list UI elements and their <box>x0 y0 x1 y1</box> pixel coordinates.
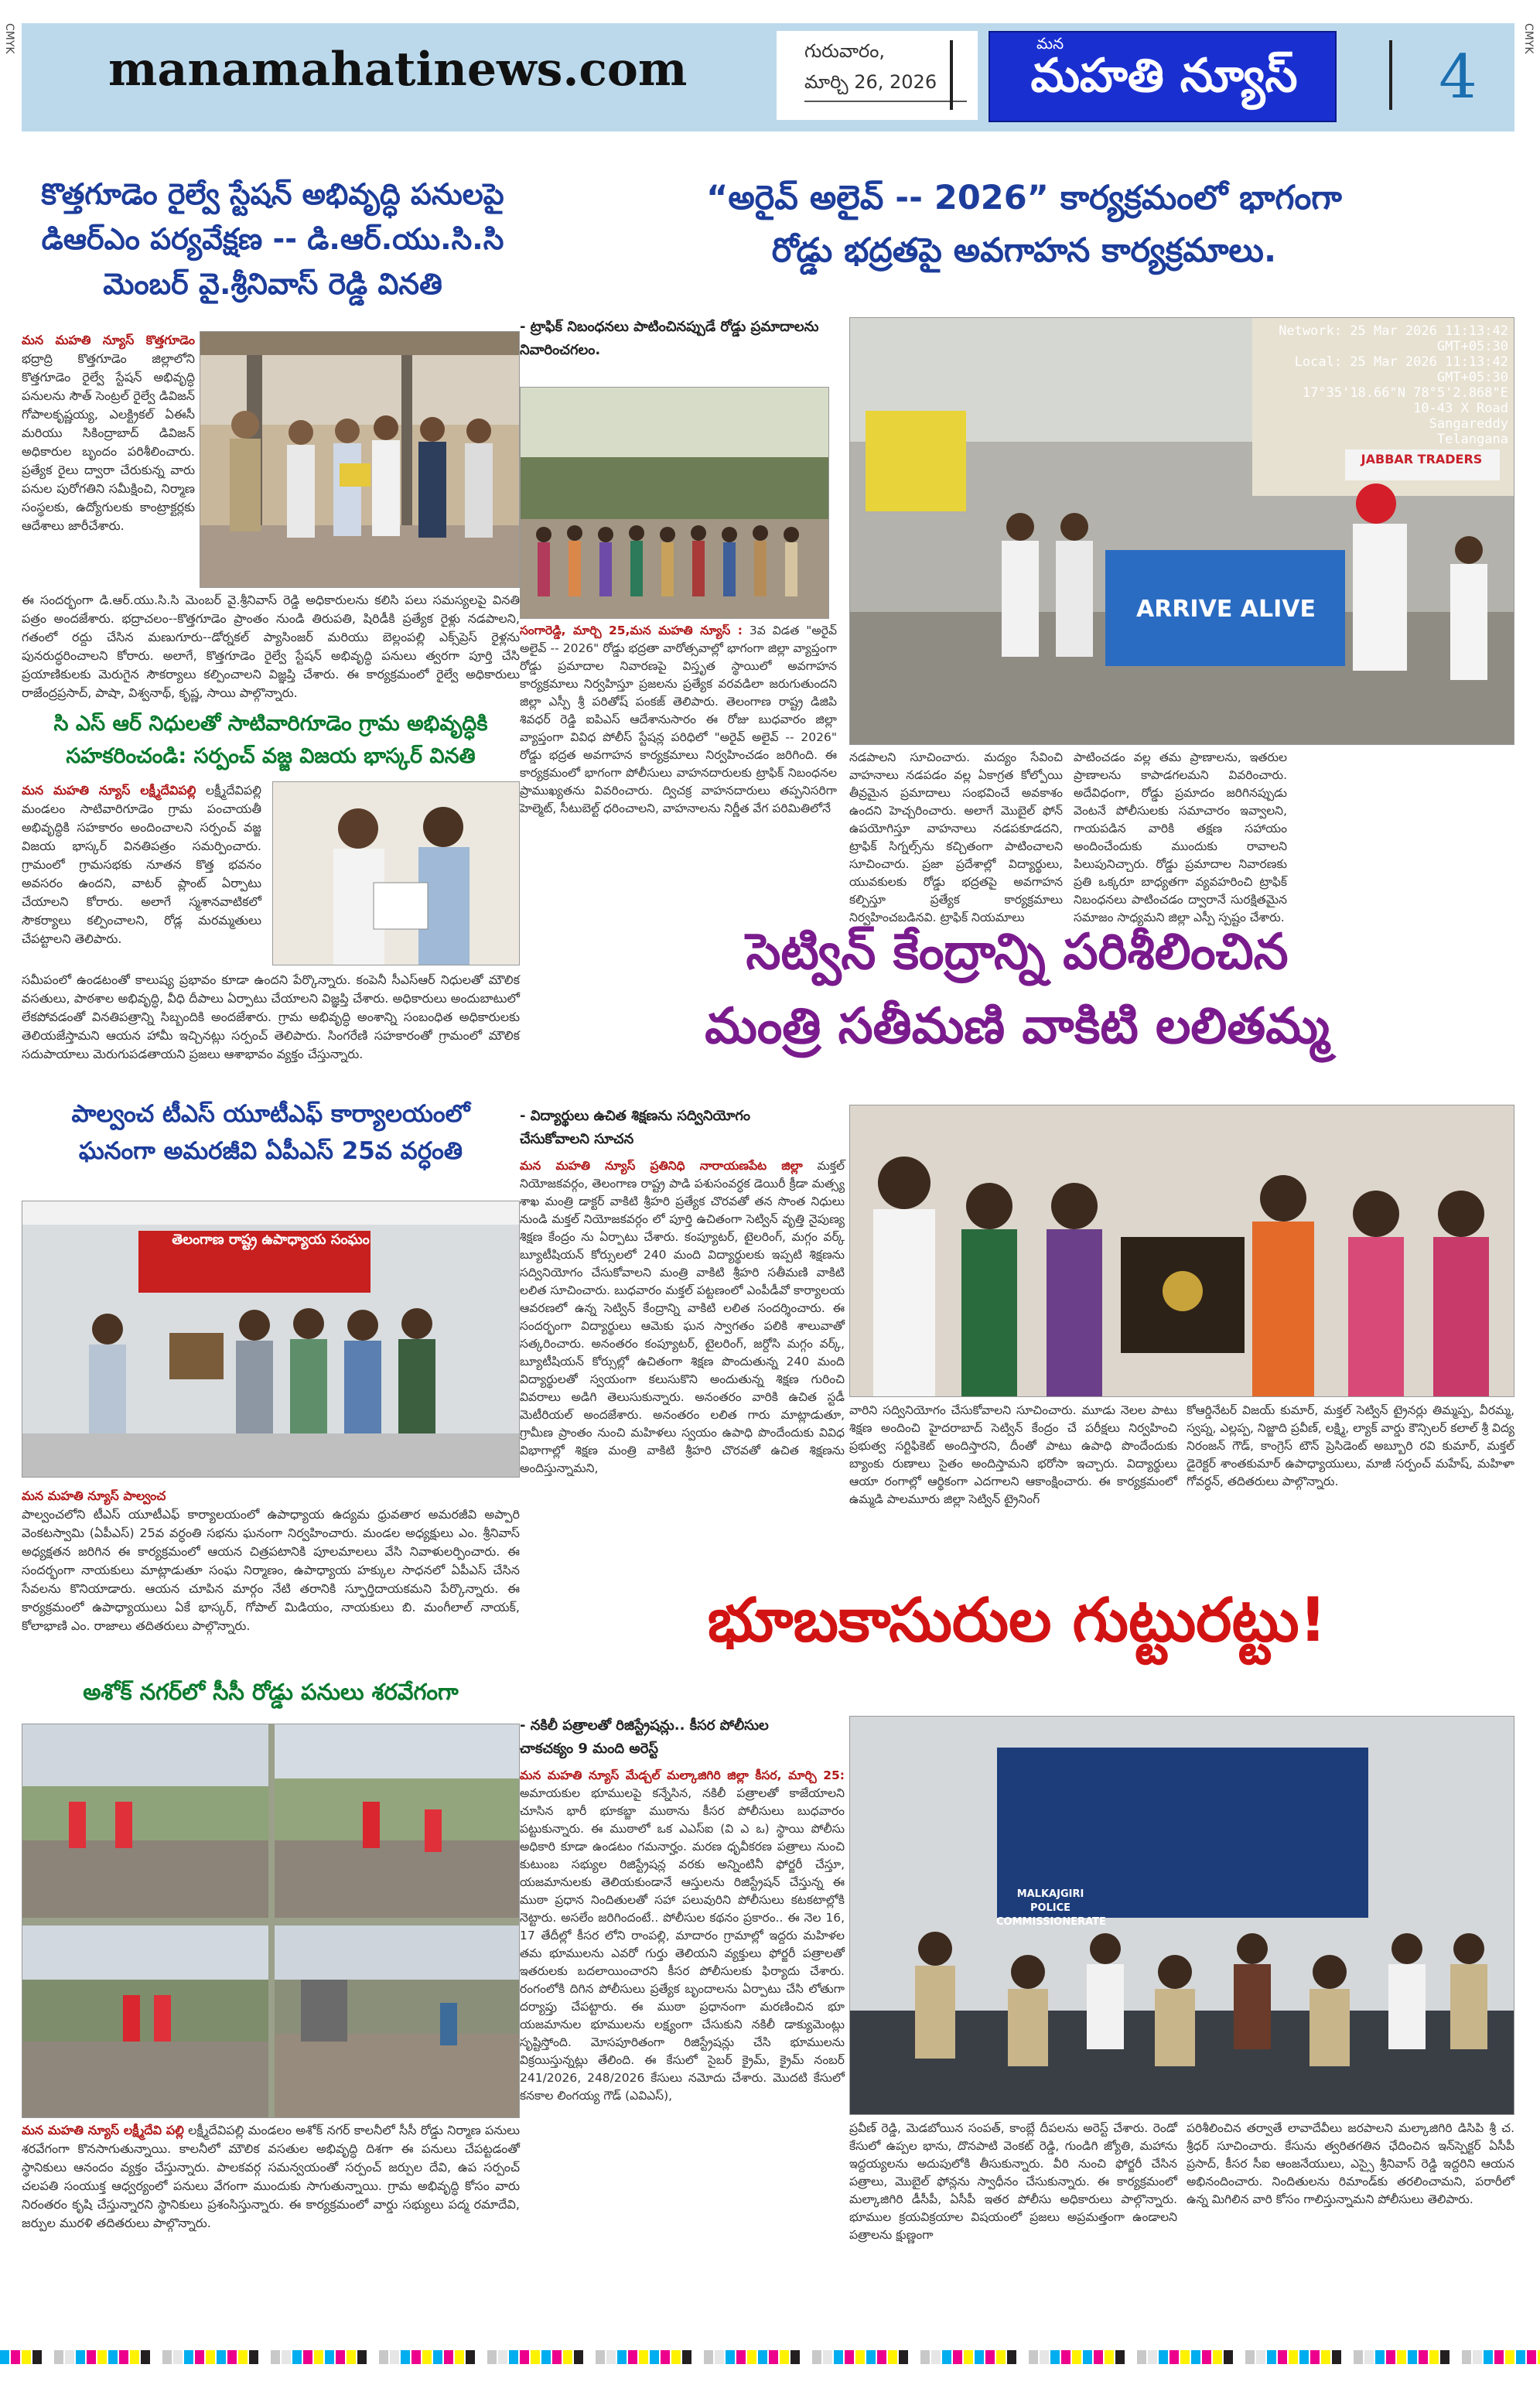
article-text: భద్రాద్రి కొత్తగూడెం జిల్లాలోని కొత్తగూడెం రైల్వే స్టేషన్ అభివృద్ధి పనులను సౌత్ సెంట్రల్ రైల్వే డివిజన్ గోపాలకృష్ణయ్య, ఎలక్ట్రికల్ ఏఈసీ మరియు సికింద్రాబాద్ డివిజన్ అధికారుల బృందం పరిశీలించారు. ప్రత్యేక రైలు ద్వారా చేరుకున్న వారు పనుల పురోగతిని సమీక్షించి, నిర్మాణ సంస్థలకు, ఉద్యోగులకు కాంట్రాక్టర్లకు ఆదేశాలు జారీచేశారు. <box>22 351 195 533</box>
dateline: మన మహతి న్యూస్ పాల్వంచ <box>22 1488 166 1503</box>
registration-swatch <box>433 2350 442 2364</box>
headline-line: సహకరించండి: సర్పంచ్ వజ్జ విజయ భాస్కర్ వినతి <box>66 744 476 768</box>
subhead-line: - విద్యార్థులు ఉచిత శిక్షణను సద్వినియోగం <box>520 1108 751 1124</box>
arrive-alive-body-col3: పాటించడం వల్ల తమ ప్రాణాలను, ఇతరుల ప్రాణాలను కాపాడగలమని వివరించారు. అదేవిధంగా, రోడ్డు ప్రమాదం జరిగినప్పుడు వెంటనే పోలీసులకు సమాచారం ఇవ్వాలని, గాయపడిన వారికి తక్షణ సహాయం అందించేందుకు ముందుకు రావాలని పిలుపునిచ్చారు. రోడ్డు ప్రమాదాల నివారణకు ప్రతి ఒక్కరూ బాధ్యతగా వ్యవహరించి ట్రాఫిక్ నిబంధనలు పాటించడం ద్వారానే సురక్షితమైన సమాజం సాధ్యమని జిల్లా ఎస్పీ స్పష్టం చేశారు. <box>1074 750 1287 924</box>
registration-swatch <box>1072 2350 1081 2364</box>
registration-swatch <box>1332 2350 1341 2364</box>
gps-line: Sangareddy <box>1429 416 1508 432</box>
registration-swatch <box>1299 2350 1309 2364</box>
registration-swatch <box>1451 2350 1460 2364</box>
setwin-subhead <box>520 1105 845 1151</box>
registration-swatch <box>466 2350 475 2364</box>
registration-swatch <box>1191 2350 1200 2364</box>
article-text: లక్ష్మీదేవిపల్లి మండలం సాటివారిగూడెం గ్రామ పంచాయతీ అభివృద్ధికి సహకారం అందించాలని సర్పంచ్ వజ్జ విజయ భాస్కర్ వినతిపత్రం సమర్పించారు. గ్రామంలో గ్రామసభకు నూతన కొత్త భవనం అవసరం ఉందని, వాటర్ ప్లాంట్ ఏర్పాటు చేయాలని కోరారు. అలాగే స్మశానవాటికలో సౌకర్యాలు కల్పించాలని, రోడ్ల మరమ్మతులు చేపట్టాలని తెలిపారు. <box>22 783 261 946</box>
arrive-alive-body-col1 <box>520 622 837 818</box>
registration-swatch <box>585 2350 594 2364</box>
railway-photo-image <box>200 332 520 588</box>
shop-sign: JABBAR TRADERS <box>1361 452 1483 466</box>
registration-swatch <box>1310 2350 1320 2364</box>
land-grab-body-col2: ప్రవీణ్ రెడ్డి, మెడబోయిన సంపత్, కాంబ్లే దీపలను అరెస్ట్ చేశారు. రెండో కేసులో ఉప్పల భాను, దొనపాటి వెంకట్ రెడ్డి, గుండిగి జ్యోతి, మహాను ఇద్దయ్యలను అదుపులోకి తీసుకున్నారు. వీరి నుంచి ఫోర్జరీ చేసిన పత్రాలు, మొబైల్ ఫోన్లను స్వాధీనం చేసుకున్నారు. ఈ కార్యక్రమంలో మల్కాజిగిరి డీసీపీ, ఏసీపీ ఇతర పోలీసు అధికారులు పాల్గొన్నారు. భూముల క్రయవిక్రయాల విషయంలో ప్రజలు అప్రమత్తంగా ఉండాలని పత్రాలను క్షుణ్ణంగా <box>849 2121 1177 2242</box>
registration-swatch <box>1494 2350 1504 2364</box>
land-grab-body-col1 <box>520 1767 845 2105</box>
registration-swatch <box>11 2350 20 2364</box>
registration-swatch <box>790 2350 800 2364</box>
registration-swatch <box>780 2350 789 2364</box>
registration-swatch <box>1029 2350 1038 2364</box>
registration-swatch <box>1516 2350 1525 2364</box>
registration-swatch <box>152 2350 161 2364</box>
page-number: 4 <box>1439 43 1477 112</box>
registration-swatch <box>1429 2350 1439 2364</box>
registration-swatch <box>855 2350 865 2364</box>
divider <box>1389 40 1392 110</box>
registration-swatch <box>54 2350 63 2364</box>
registration-swatch <box>22 2350 31 2364</box>
article-text: లక్ష్మీదేవిపల్లి మండలం అశోక్ నగర్ కాలనీలో సీసీ రోడ్డు నిర్మాణ పనులు శరవేగంగా కొనసాగుతున్నాయి. కాలనీలో మౌలిక వసతుల అభివృద్ధి దిశగా ఈ పనులు చేపట్టడంతో స్థానికులు ఆనందం వ్యక్తం చేస్తున్నారు. పాలకవర్గ సమన్వయంతో సర్పంచ్ జర్పుల దేవి, ఉప సర్పంచ్ చలపతి సంయుక్త ఆధ్వర్యంలో పనులు వేగంగా ముందుకు సాగుతున్నాయి. గ్రామ అభివృద్ధి కోసం వారు నిరంతరం కృషి చేస్తున్నారని స్థానికులు ప్రశంసిస్తున్నారు. ఈ కార్యక్రమంలో వార్డు సభ్యులు పద్మ రమాదేవి, జర్పుల మురళి తదితరులు పాల్గొన్నారు. <box>22 2123 520 2230</box>
registration-swatch <box>1105 2350 1114 2364</box>
registration-swatch <box>1473 2350 1482 2364</box>
registration-swatch <box>184 2350 193 2364</box>
registration-swatch <box>1440 2350 1450 2364</box>
gps-line: Local: 25 Mar 2026 11:13:42 GMT+05:30 <box>1294 354 1508 385</box>
registration-swatch <box>1159 2350 1168 2364</box>
registration-swatch <box>910 2350 919 2364</box>
dateline: మన మహతి న్యూస్ లక్ష్మీదేవి పల్లి <box>22 2123 184 2137</box>
registration-swatch <box>606 2350 616 2364</box>
registration-swatch <box>1170 2350 1179 2364</box>
registration-swatch <box>671 2350 681 2364</box>
board-line: COMMISSIONERATE <box>996 1916 1106 1928</box>
gps-line: 10-43 X Road <box>1413 401 1508 416</box>
registration-swatch <box>758 2350 767 2364</box>
registration-swatch <box>195 2350 204 2364</box>
dateline: సంగారెడ్డి, మార్చి 25,మన మహతి న్యూస్ : <box>520 624 743 637</box>
registration-swatch <box>704 2350 713 2364</box>
railway-body-full: ఈ సందర్భంగా డి.ఆర్.యు.సి.సి మెంబర్ వై.శ్రీనివాస్ రెడ్డి అధికారులను కలిసి పలు సమస్యలపై వినతి పత్రం అందజేశారు. భద్రాచలం--కొత్తగూడెం ప్రాంతం నుండి తిరుపతి, షిరిడీకి ప్రత్యేక రైళ్లు నడపాలని, గతంలో రద్దు చేసిన మణుగూరు--డోర్నకల్ ప్యాసింజర్ మరియు బెల్లంపల్లి ఎక్స్‌ప్రెస్ రైళ్లను పునరుద్ధరించాలని కోరారు. అలాగే, కొత్తగూడెం రైల్వే స్టేషన్ అభివృద్ధి పనులు త్వరగా పూర్తి చేసి ప్రయాణికులకు మెరుగైన సౌకర్యాలు కల్పించాలని విజ్ఞప్తి చేశారు. ఈ కార్యక్రమంలో రైల్వే అధికారులు రాజేంద్రప్రసాద్, పాషా, విశ్వనాథ్, కృష్ణ, సాయి పాల్గొన్నారు. <box>22 593 520 700</box>
registration-swatch <box>1148 2350 1157 2364</box>
railway-body-left <box>22 331 195 535</box>
land-grab-body-col3: పరిశీలించిన తర్వాతే లావాదేవీలు జరపాలని మల్కాజిగిరి డిసిపి శ్రీ చ. శ్రీధర్ సూచించారు. కేసును త్వరితగతిన ఛేదించిన ఇన్‌స్పెక్టర్ ఏసీపీ ప్రసాద్, కీసర సీఐ ఆంజనేయులు, ఎస్సై శ్రీనివాస్ రెడ్డి ఇద్దరిని ఆయన అభినందించారు. నిందితులను రిమాండ్‌కు తరలించామని, పరారీలో ఉన్న మిగిలిన వారి కోసం గాలిస్తున్నామని పోలీసులు తెలిపారు. <box>1187 2121 1514 2206</box>
registration-swatch <box>682 2350 691 2364</box>
railway-photo <box>200 331 520 588</box>
issue-day: గురువారం, <box>804 40 886 62</box>
issue-date: మార్చి 26, 2026 <box>804 71 967 102</box>
registration-swatch <box>964 2350 973 2364</box>
land-grab-headline: భూబకాసురుల గుట్టురట్టు! <box>707 1586 1327 1655</box>
registration-swatch <box>411 2350 421 2364</box>
registration-swatch <box>942 2350 951 2364</box>
subhead-line: చేసుకోవాలని సూచన <box>520 1131 634 1147</box>
registration-swatch <box>1462 2350 1471 2364</box>
article-text: పాల్వంచలోని టీఎస్ యూటీఎఫ్ కార్యాలయంలో ఉపాధ్యాయ ఉద్యమ ధ్రువతార అమరజీవి అప్పారి వెంకటస్వామి (ఏపీఎస్) 25వ వర్ధంతి సభను ఘనంగా నిర్వహించారు. మండల అధ్యక్షులు ఎం. శ్రీనివాస్ అధ్యక్షతన జరిగిన ఈ కార్యక్రమంలో ఆయన చిత్రపటానికి పూలమాలలు వేసి నివాళులర్పించారు. ఈ సందర్భంగా నాయకులు మాట్లాడుతూ సంఘ నిర్మాణం, ఉపాధ్యాయ హక్కుల సాధనలో ఏపీఎస్ చేసిన సేవలను కొనియాడారు. ఆయన చూపిన మార్గం నేటి తరానికి స్ఫూర్తిదాయకమని పేర్కొన్నారు. ఈ కార్యక్రమంలో ఉపాధ్యాయులు ఏకే భాస్కర్, గోపాల్ మిడియం, నాయకులు బి. మంగీలాల్ నాయక్, కోలాభాణి ఎం. రాజాలు తదితరులు పాల్గొన్నారు. <box>22 1507 520 1633</box>
cc-road-photo-grid <box>22 1724 520 2118</box>
railway-headline <box>31 172 514 306</box>
arrive-alive-banner: ARRIVE ALIVE <box>1136 596 1316 623</box>
arrive-alive-headline <box>534 172 1514 277</box>
registration-swatch <box>617 2350 627 2364</box>
registration-swatch <box>357 2350 367 2364</box>
registration-swatch <box>476 2350 486 2364</box>
registration-swatch <box>108 2350 118 2364</box>
registration-swatch <box>455 2350 464 2364</box>
registration-swatch <box>1397 2350 1406 2364</box>
registration-swatch <box>314 2350 323 2364</box>
registration-swatch <box>1354 2350 1363 2364</box>
registration-swatch <box>899 2350 908 2364</box>
registration-swatch <box>736 2350 746 2364</box>
registration-swatch <box>1234 2350 1244 2364</box>
registration-swatch <box>206 2350 215 2364</box>
dateline: మన మహతి న్యూస్ లక్ష్మీదేవిపల్లి <box>22 783 196 798</box>
registration-swatch <box>1419 2350 1428 2364</box>
headline-line: ఘనంగా అమరజీవి ఏపీఎస్ 25వ వర్ధంతి <box>78 1137 463 1165</box>
sarpanch-photo <box>272 781 520 965</box>
registration-swatch <box>812 2350 821 2364</box>
registration-swatch <box>1343 2350 1352 2364</box>
registration-swatch <box>422 2350 432 2364</box>
article-text: మక్తల్ నియోజకవర్గం, తెలంగాణ రాష్ట్ర పాడి పశుసంవర్ధక డెయిరీ క్రీడా మత్స్య శాఖ మంత్రి డాక్టర్ వాకిటి శ్రీహరి ప్రత్యేక చొరవతో తన సొంత నిధులు నుండి మక్తల్ నియోజకవర్గం లో పూర్తి ఉచితంగా సెట్విన్ వృత్తి నైపుణ్య శిక్షణ కేంద్రం ను ఏర్పాటు చేశారు. కంప్యూటర్, టైలరింగ్, మగ్గం వర్క్ బ్యూటీషియన్ కోర్సులలో 240 మంది విద్యార్థులకు ఇప్పటి శిక్షణను సద్వినియోగం చేసుకోవాలని మంత్రి వాకిటి శ్రీహరి సతీమణి వాకిటి లలిత సూచించారు. బుధవారం మక్తల్ పట్టణంలో ఎంపీడీవో కార్యాలయ ఆవరణలో ఉన్న సెట్విన్ కేంద్రాన్ని వాకిటి లలిత సందర్శించారు. ఈ సందర్భంగా విద్యార్థులు ఆమెకు ఘన స్వాగతం పలికి శాలువాతో సత్కరించారు. అనంతరం కంప్యూటర్, టైలరింగ్, జర్దోసి మగ్గం వర్క్, బ్యూటీషియన్ కోర్సుల్లో ఉచితంగా శిక్షణ పొందుతున్న 240 మంది విద్యార్థులతో స్వయంగా కలుసుకొని అందుతున్న శిక్షణ గురించి వివరాలు అడిగి తెలుసుకున్నారు. అనంతరం వారికి ఉచిత స్టడీ మెటీరియల్ అందజేశారు. అనంతరం లలిత గారు మాట్లాడుతూ, గ్రామీణ ప్రాంతం నుంచి మహిళలు స్వయం ఉపాధి పొందేందుకు వివిధ విభాగాల్లో శిక్షణ మంత్రి వాకిటి శ్రీహరి చొరవతో ఉచిత శిక్షణను అందిస్తున్నామని, <box>520 1159 845 1475</box>
headline-line: సెట్విన్ కేంద్రాన్ని పరిశీలించిన <box>746 924 1289 981</box>
registration-marks <box>0 2346 1540 2369</box>
registration-swatch <box>1484 2350 1493 2364</box>
setwin-body-col2: వారిని సద్వినియోగం చేసుకోవాలని సూచించారు. మూడు నెలల పాటు శిక్షణ అందించి హైదరాబాద్ సెట్విన్ కేంద్రం చే పరీక్షలు నిర్వహించి ప్రభుత్వ సర్టిఫికెట్ అందిస్తారని, దీంతో పాటు ఉపాధి పొందేందుకు బ్యాంకు రుణాలు సైతం అందిస్తామని భరోసా ఇచ్చారు. విద్యార్థులు ఆయా రంగాల్లో ఆర్థికంగా ఎదగాలని ఆకాంక్షించారు. ఈ కార్యక్రమంలో ఉమ్మడి పాలమూరు జిల్లా సెట్విన్ ట్రైనింగ్ <box>849 1403 1177 1506</box>
setwin-photo <box>849 1105 1514 1397</box>
tsutf-banner-text: తెలంగాణ రాష్ట్ర ఉపాధ్యాయ సంఘం <box>172 1232 370 1248</box>
registration-swatch <box>1061 2350 1070 2364</box>
registration-swatch <box>552 2350 562 2364</box>
registration-swatch <box>336 2350 345 2364</box>
headline-line: పాల్వంచ టీఎస్ యూటీఎఫ్ కార్యాలయంలో <box>71 1100 470 1128</box>
registration-swatch <box>1115 2350 1125 2364</box>
registration-swatch <box>347 2350 356 2364</box>
registration-swatch <box>217 2350 226 2364</box>
rally-photo-image <box>521 388 829 619</box>
article-text: అమాయకుల భూములపై కన్నేసిన, నకిలీ పత్రాలతో కాజేయాలని చూసిన భారీ భూకబ్జా ముఠాను కీసర పోలీసులు బుధవారం పట్టుకున్నారు. ఈ ముఠాలో ఒక ఎఎస్ఐ (వి ఎ ఒ) స్థాయి పోలీసు అధికారి కూడా ఉండటం గమనార్హం. మరణ ధృవీకరణ పత్రాలు నుంచి కుటుంబ సభ్యుల రిజిస్ట్రేషన్ల వరకు అన్నింటినీ ఫోర్జరీ చేస్తూ, యజమానులకు తెలియకుండానే ఆస్తులను రిజిస్ట్రేషన్ చేస్తున్న ఈ ముఠా ప్రధాన నిందితులతో సహా పలువురిని పోలీసులు కటకటాల్లోకి నెట్టారు. అసలేం జరిగిందంటే.. పోలీసుల కథనం ప్రకారం.. ఈ నెల 16, 17 తేదీల్లో కీసర లోని రాంపల్లి, మాదారం గ్రామాల్లో ఇద్దరు మహిళల తమ భూములను ఎవరో గుర్తు తెలియని వ్యక్తులు ఫోర్జరీ పత్రాలతో ఇతరులకు బదలాయించారని కీసర పోలీసులకు ఫిర్యాదు చేశారు. రంగంలోకి దిగిన పోలీసులు ప్రత్యేక బృందాలను ఏర్పాటు చేసి లోతుగా దర్యాప్తు చేపట్టారు. ఈ ముఠా ప్రధానంగా మరణించిన భూ యజమానుల భూములను లక్ష్యంగా చేసుకుని నకిలీ డాక్యుమెంట్లు సృష్టిస్తోంది. మోసపూరితంగా రిజిస్ట్రేషన్లు చేసి భూములను విక్రయిస్తున్నట్లు తేలింది. ఈ కేసులో సైబర్ క్రైమ్, క్రైమ్ నంబర్ 241/2026, 248/2026 కేసులు నమోదు చేశారు. మొదటి కేసులో కనకాల లింగయ్య గౌడ్ (ఎవిఎస్), <box>520 1786 845 2103</box>
arrive-alive-subhead: - ట్రాఫిక్ నిబంధనలు పాటించినప్పుడే రోడ్డు ప్రమాదాలను నివారించగలం. <box>520 319 819 358</box>
registration-swatch <box>747 2350 756 2364</box>
registration-swatch <box>65 2350 74 2364</box>
police-press-photo-image <box>850 1717 1514 2115</box>
registration-swatch <box>43 2350 53 2364</box>
arrive-alive-body-col2: నడపాలని సూచించారు. మద్యం సేవించి వాహనాలు నడపడం వల్ల ఏకాగ్రత కోల్పోయి తీవ్రమైన ప్రమాదాలు సంభవించే అవకాశం ఉందని హెచ్చరించారు. అలాగే మొబైల్ ఫోన్ ఉపయోగిస్తూ వాహనాలు నడపకూడదని, ట్రాఫిక్ సిగ్నల్స్‌ను కచ్చితంగా పాటించాలని సూచించారు. ప్రజా ప్రదేశాల్లో విద్యార్థులు, యువకులకు రోడ్డు భద్రతపై అవగాహన కల్పిస్తూ ప్రత్యేక కార్యక్రమాలు నిర్వహించబడినవి. ట్రాఫిక్ నియమాలు <box>849 750 1063 924</box>
setwin-body-col1 <box>520 1157 845 1478</box>
registration-swatch <box>379 2350 388 2364</box>
registration-swatch <box>1364 2350 1374 2364</box>
divider <box>950 40 953 110</box>
registration-swatch <box>1321 2350 1330 2364</box>
dateline: మన మహతి న్యూస్ మేడ్చల్ మల్కాజిగిరి జిల్లా కీసర, మార్చి 25: <box>520 1768 845 1782</box>
registration-swatch <box>292 2350 302 2364</box>
registration-swatch <box>227 2350 237 2364</box>
registration-swatch <box>920 2350 930 2364</box>
registration-swatch <box>769 2350 778 2364</box>
gps-line: 17°35'18.66"N 78°5'2.868"E <box>1302 385 1508 401</box>
registration-swatch <box>985 2350 995 2364</box>
registration-swatch <box>715 2350 724 2364</box>
rally-photo <box>520 387 829 619</box>
cmyk-mark-left: CMYK <box>3 23 15 54</box>
registration-swatch <box>87 2350 96 2364</box>
registration-swatch <box>1213 2350 1222 2364</box>
registration-swatch <box>845 2350 854 2364</box>
tsutf-headline <box>22 1095 520 1170</box>
registration-swatch <box>1202 2350 1211 2364</box>
registration-swatch <box>260 2350 269 2364</box>
registration-swatch <box>1224 2350 1233 2364</box>
registration-swatch <box>726 2350 735 2364</box>
registration-swatch <box>1018 2350 1027 2364</box>
registration-swatch <box>1040 2350 1049 2364</box>
logo-text: మహతి న్యూస్ <box>1030 49 1298 103</box>
registration-swatch <box>1375 2350 1385 2364</box>
registration-swatch <box>1094 2350 1103 2364</box>
article-text: 3వ విడత "అరైవ్ అలైవ్ -- 2026" రోడ్డు భద్రతా వారోత్సవాల్లో భాగంగా జిల్లా వ్యాప్తంగా రోడ్డు ప్రమాదాల నివారణపై విస్తృత స్థాయిలో అవగాహన కార్యక్రమాలు నిర్వహిస్తూ ప్రజలను ప్రత్యేక వరవడిలా జరుగుతుందని జిల్లా ఎస్పీ శ్రీ పరితోష్ పంకజ్ తెలిపారు. తెలంగాణ రాష్ట్ర డిజిపి శివధర్ రెడ్డి ఐపిఎస్ ఆదేశానుసారం ఈ రోజు బుధవారం జిల్లా వ్యాప్తంగా వివిధ పోలీస్ స్టేషన్ల పరిధిలో "అరైవ్ అలైవ్ -- 2026" రోడ్డు భద్రత అవగాహన కార్యక్రమాలు నిర్వహించడం జరిగింది. ఈ కార్యక్రమంలో భాగంగా పోలీసులు వాహనదారులకు ట్రాఫిక్ నిబంధనల ప్రాముఖ్యతను వివరించారు. ద్విచక్ర వాహనదారులు తప్పనిసరిగా హెల్మెట్, సీటుబెల్ట్ ధరించాలని, వాహనాలను నిర్ణీత వేగ పరిమితిలోనే <box>520 624 837 815</box>
sarpanch-photo-image <box>273 782 520 965</box>
headline-line: మంత్రి సతీమణి వాకిటి లలితమ్మ <box>705 998 1330 1055</box>
registration-swatch <box>888 2350 897 2364</box>
headline-line: “అరైవ్ అలైవ్ -- 2026” కార్యక్రమంలో భాగంగా <box>706 179 1342 217</box>
registration-swatch <box>0 2350 9 2364</box>
registration-swatch <box>401 2350 410 2364</box>
registration-swatch <box>1050 2350 1060 2364</box>
headline-line: మెంబర్ వై.శ్రీనివాస్ రెడ్డి వినతి <box>103 267 442 301</box>
registration-swatch <box>531 2350 540 2364</box>
registration-swatch <box>119 2350 128 2364</box>
sarpanch-body-left <box>22 781 261 948</box>
gps-line: Network: 25 Mar 2026 11:13:42 GMT+05:30 <box>1279 323 1508 354</box>
setwin-headline <box>520 915 1514 1064</box>
site-url[interactable]: manamahatinews.com <box>108 43 688 97</box>
registration-swatch <box>368 2350 377 2364</box>
cc-road-photo-image <box>22 1724 520 2118</box>
registration-swatch <box>866 2350 876 2364</box>
registration-swatch <box>1386 2350 1395 2364</box>
registration-swatch <box>1137 2350 1146 2364</box>
registration-swatch <box>563 2350 572 2364</box>
tsutf-body <box>22 1487 520 1635</box>
registration-swatch <box>1083 2350 1092 2364</box>
cmyk-mark-right: CMYK <box>1522 23 1535 54</box>
registration-swatch <box>975 2350 984 2364</box>
registration-swatch <box>271 2350 280 2364</box>
registration-swatch <box>1505 2350 1514 2364</box>
subhead-line: చాకచక్యం 9 మంది అరెస్ట్ <box>520 1741 659 1757</box>
registration-swatch <box>574 2350 583 2364</box>
gps-overlay <box>1238 323 1508 447</box>
registration-swatch <box>97 2350 107 2364</box>
subhead-line: - నకిలీ పత్రాలతో రిజిస్ట్రేషన్లు.. కీసర పోలీసుల <box>520 1717 769 1734</box>
gps-line: Telangana <box>1436 432 1508 447</box>
registration-swatch <box>487 2350 497 2364</box>
registration-swatch <box>509 2350 518 2364</box>
registration-swatch <box>693 2350 702 2364</box>
registration-swatch <box>650 2350 659 2364</box>
dateline: మన మహతి న్యూస్ కొత్తగూడెం <box>22 333 195 347</box>
registration-swatch <box>639 2350 648 2364</box>
dateline: మన మహతి న్యూస్ ప్రతినిధి నారాయణపేట జిల్లా <box>520 1159 803 1173</box>
setwin-photo-image <box>850 1105 1514 1397</box>
headline-line: సి ఎస్ ఆర్ నిధులతో సాటివారిగూడెం గ్రామ అభివృద్ధికి <box>53 712 488 736</box>
registration-swatch <box>834 2350 843 2364</box>
registration-swatch <box>596 2350 605 2364</box>
registration-swatch <box>1408 2350 1417 2364</box>
registration-swatch <box>498 2350 507 2364</box>
registration-swatch <box>1256 2350 1265 2364</box>
color-registration-bar <box>0 2346 1540 2369</box>
registration-swatch <box>173 2350 183 2364</box>
registration-swatch <box>1267 2350 1276 2364</box>
registration-swatch <box>1126 2350 1135 2364</box>
logo-prefix: మన <box>1036 34 1064 53</box>
registration-swatch <box>1289 2350 1298 2364</box>
registration-swatch <box>996 2350 1006 2364</box>
registration-swatch <box>953 2350 962 2364</box>
setwin-body-col3: కోఆర్డినేటర్ విజయ్ కుమార్, మక్తల్ సెట్విన్ ట్రైనర్లు తిమ్మప్ప, వీరమ్మ, స్వప్న, ఎల్లప్ప, నిజ్జాది ప్రవీణ్, లక్ష్మి, ల్యాక్ వార్డు కౌన్సిలర్ కలాల్ శ్రీ విద్య నిరంజన్ గౌడ్, కాంగ్రెస్ టౌన్ ప్రెసిడెంట్ అబ్బూరి రవి కుమార్, మక్తల్ డైరెక్టర్ శాంతకుమార్ ఉపాధ్యాయులు, మాజీ సర్పంచ్ మహేష్, మహిళా గోవర్ధన్, తదితరులు పాల్గొన్నారు. <box>1187 1403 1514 1488</box>
cc-road-body <box>22 2121 520 2233</box>
registration-swatch <box>325 2350 334 2364</box>
registration-swatch <box>238 2350 248 2364</box>
headline-line: డిఆర్ఎం పర్యవేక్షణ -- డి.ఆర్.యు.సి.సి <box>41 222 504 256</box>
sarpanch-headline <box>22 708 520 773</box>
registration-swatch <box>130 2350 139 2364</box>
registration-swatch <box>303 2350 312 2364</box>
cc-road-headline: అశోక్ నగర్‌లో సీసీ రోడ్డు పనులు శరవేగంగా <box>83 1679 459 1705</box>
registration-swatch <box>801 2350 811 2364</box>
board-line: POLICE <box>1030 1902 1071 1914</box>
registration-swatch <box>823 2350 832 2364</box>
registration-swatch <box>141 2350 150 2364</box>
registration-swatch <box>1007 2350 1016 2364</box>
registration-swatch <box>661 2350 670 2364</box>
registration-swatch <box>249 2350 258 2364</box>
police-press-photo <box>849 1716 1514 2115</box>
registration-swatch <box>282 2350 291 2364</box>
registration-swatch <box>1180 2350 1190 2364</box>
commissionerate-board <box>996 1888 1105 1929</box>
registration-swatch <box>390 2350 399 2364</box>
registration-swatch <box>76 2350 85 2364</box>
registration-swatch <box>877 2350 886 2364</box>
headline-line: రోడ్డు భద్రతపై అవగాహన కార్యక్రమాలు. <box>771 231 1277 270</box>
registration-swatch <box>162 2350 172 2364</box>
sarpanch-body-full: సమీపంలో ఉండటంతో కాలుష్య ప్రభావం కూడా ఉందని పేర్కొన్నారు. కంపెనీ సీఎస్ఆర్ నిధులతో మౌలిక వసతులు, పాఠశాల అభివృద్ధి, వీధి దీపాలు ఏర్పాటు చేయాలని విజ్ఞప్తి చేశారు. అధికారులు అందుబాటులో లేకపోవడంతో వినతిపత్రాన్ని సిబ్బందికి అందజేశారు. గ్రామ అభివృద్ధి అంశాన్ని సంబంధిత అధికారులకు తెలియజేస్తామని ఆయన హామీ ఇచ్చినట్లు సర్పంచ్ తెలిపారు. సింగరేణి సహకారంతో గ్రామంలో మౌలిక సదుపాయాలు మెరుగుపడతాయని ప్రజలు ఆశాభావం వ్యక్తం చేస్తున్నారు. <box>22 972 520 1061</box>
registration-swatch <box>1245 2350 1255 2364</box>
board-line: MALKAJGIRI <box>1016 1888 1084 1900</box>
registration-swatch <box>32 2350 42 2364</box>
headline-line: కొత్తగూడెం రైల్వే స్టేషన్ అభివృద్ధి పనులపై <box>41 177 504 211</box>
land-grab-subhead <box>520 1714 845 1761</box>
registration-swatch <box>444 2350 453 2364</box>
registration-swatch <box>628 2350 637 2364</box>
registration-swatch <box>1278 2350 1287 2364</box>
registration-swatch <box>931 2350 941 2364</box>
registration-swatch <box>541 2350 551 2364</box>
registration-swatch <box>1527 2350 1536 2364</box>
registration-swatch <box>520 2350 529 2364</box>
